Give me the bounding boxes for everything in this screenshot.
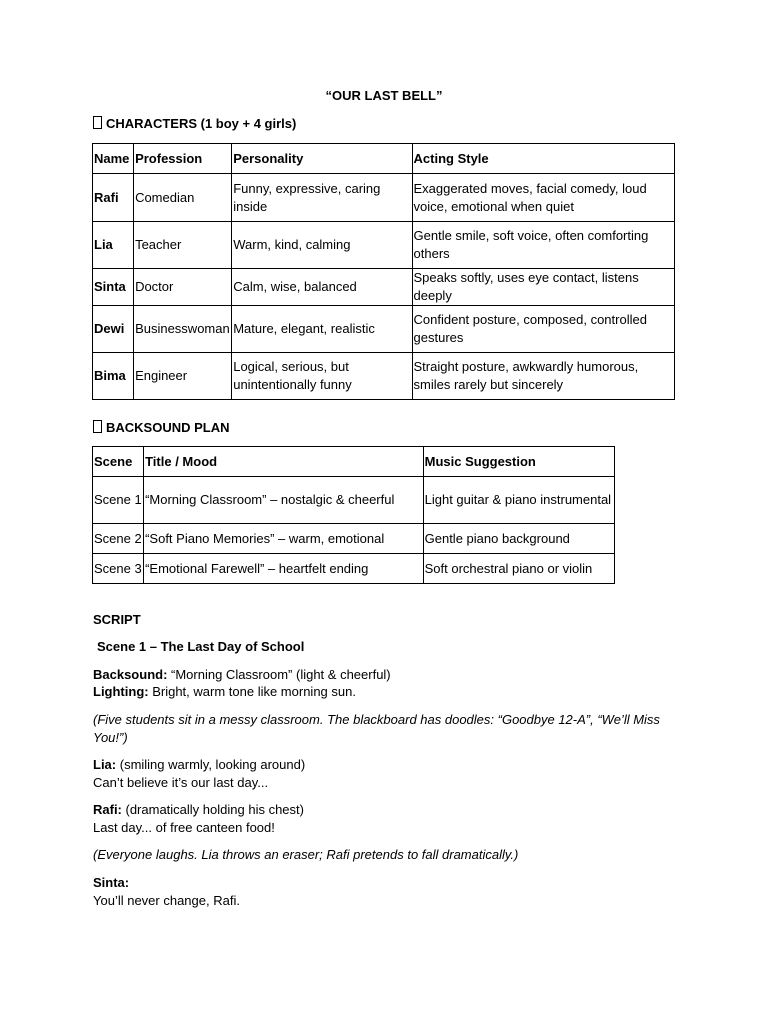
dialogue-text: Can’t believe it’s our last day... [93, 775, 269, 790]
table-row [93, 554, 615, 584]
mood-cell: “Emotional Farewell” – heartfelt ending [144, 554, 424, 584]
backsound-heading-text: BACKSOUND PLAN [106, 420, 230, 435]
stage-direction: (Five students sit in a messy classroom. The blackboard has doodles: “Goodbye 12-A”, “We’ll Miss You!”) [93, 712, 660, 745]
scene-cell: Scene 2 [93, 524, 144, 554]
column-header: Scene [93, 447, 144, 477]
document-title: “OUR LAST BELL” [325, 88, 443, 103]
character-acting-style: Straight posture, awkwardly humorous, smiles rarely but sincerely [412, 353, 674, 400]
table-row [93, 174, 675, 222]
dialogue-line [93, 801, 683, 837]
character-name: Lia [93, 222, 134, 269]
table-header-row [93, 447, 615, 477]
characters-heading [93, 116, 296, 131]
placeholder-glyph-icon [93, 420, 102, 433]
script-heading: SCRIPT [93, 612, 141, 627]
table-row [93, 524, 615, 554]
table-row [93, 222, 675, 269]
column-header: Profession [134, 144, 232, 174]
lighting-label: Lighting: [93, 684, 149, 699]
character-profession: Comedian [134, 174, 232, 222]
character-name: Bima [93, 353, 134, 400]
character-name: Rafi [93, 174, 134, 222]
character-personality: Mature, elegant, realistic [232, 306, 412, 353]
table-row [93, 306, 675, 353]
scene-cell: Scene 3 [93, 554, 144, 584]
mood-cell: “Soft Piano Memories” – warm, emotional [144, 524, 424, 554]
speaker-name: Sinta: [93, 875, 130, 890]
dialogue-line [93, 756, 683, 792]
speaker-direction: (dramatically holding his chest) [121, 802, 304, 817]
table-row [93, 353, 675, 400]
column-header: Title / Mood [144, 447, 424, 477]
character-profession: Doctor [134, 269, 232, 306]
character-name: Dewi [93, 306, 134, 353]
backsound-line [93, 666, 683, 684]
dialogue-line [93, 874, 683, 910]
table-header-row [93, 144, 675, 174]
backsound-label: Backsound: [93, 667, 168, 682]
lighting-line [93, 683, 683, 701]
character-profession: Teacher [134, 222, 232, 269]
music-cell: Soft orchestral piano or violin [423, 554, 614, 584]
placeholder-glyph-icon [93, 116, 102, 129]
character-personality: Calm, wise, balanced [232, 269, 412, 306]
speaker-direction: (smiling warmly, looking around) [116, 757, 306, 772]
character-personality: Logical, serious, but unintentionally funny [232, 353, 412, 400]
scene-cell: Scene 1 [93, 477, 144, 524]
character-acting-style: Confident posture, composed, controlled gestures [412, 306, 674, 353]
scene-title: Scene 1 – The Last Day of School [97, 639, 305, 654]
speaker-name: Lia: [93, 757, 117, 772]
backsound-heading [93, 420, 230, 435]
speaker-name: Rafi: [93, 802, 122, 817]
character-acting-style: Gentle smile, soft voice, often comforting others [412, 222, 674, 269]
dialogue-text: Last day... of free canteen food! [93, 820, 275, 835]
column-header: Acting Style [412, 144, 674, 174]
lighting-value: Bright, warm tone like morning sun. [148, 684, 356, 699]
backsound-value: “Morning Classroom” (light & cheerful) [167, 667, 391, 682]
column-header: Name [93, 144, 134, 174]
character-personality: Warm, kind, calming [232, 222, 412, 269]
character-acting-style: Speaks softly, uses eye contact, listens deeply [412, 269, 674, 306]
music-cell: Light guitar & piano instrumental [423, 477, 614, 524]
table-row [93, 477, 615, 524]
column-header: Personality [232, 144, 412, 174]
mood-cell: “Morning Classroom” – nostalgic & cheerful [144, 477, 424, 524]
character-profession: Engineer [134, 353, 232, 400]
characters-heading-text: CHARACTERS (1 boy + 4 girls) [106, 116, 297, 131]
column-header: Music Suggestion [423, 447, 614, 477]
stage-direction: (Everyone laughs. Lia throws an eraser; Rafi pretends to fall dramatically.) [93, 847, 519, 862]
music-cell: Gentle piano background [423, 524, 614, 554]
dialogue-text: You’ll never change, Rafi. [93, 893, 240, 908]
character-name: Sinta [93, 269, 134, 306]
character-profession: Businesswoman [134, 306, 232, 353]
character-acting-style: Exaggerated moves, facial comedy, loud voice, emotional when quiet [412, 174, 674, 222]
backsound-table [92, 446, 615, 584]
characters-table [92, 143, 675, 400]
character-personality: Funny, expressive, caring inside [232, 174, 412, 222]
table-row [93, 269, 675, 306]
